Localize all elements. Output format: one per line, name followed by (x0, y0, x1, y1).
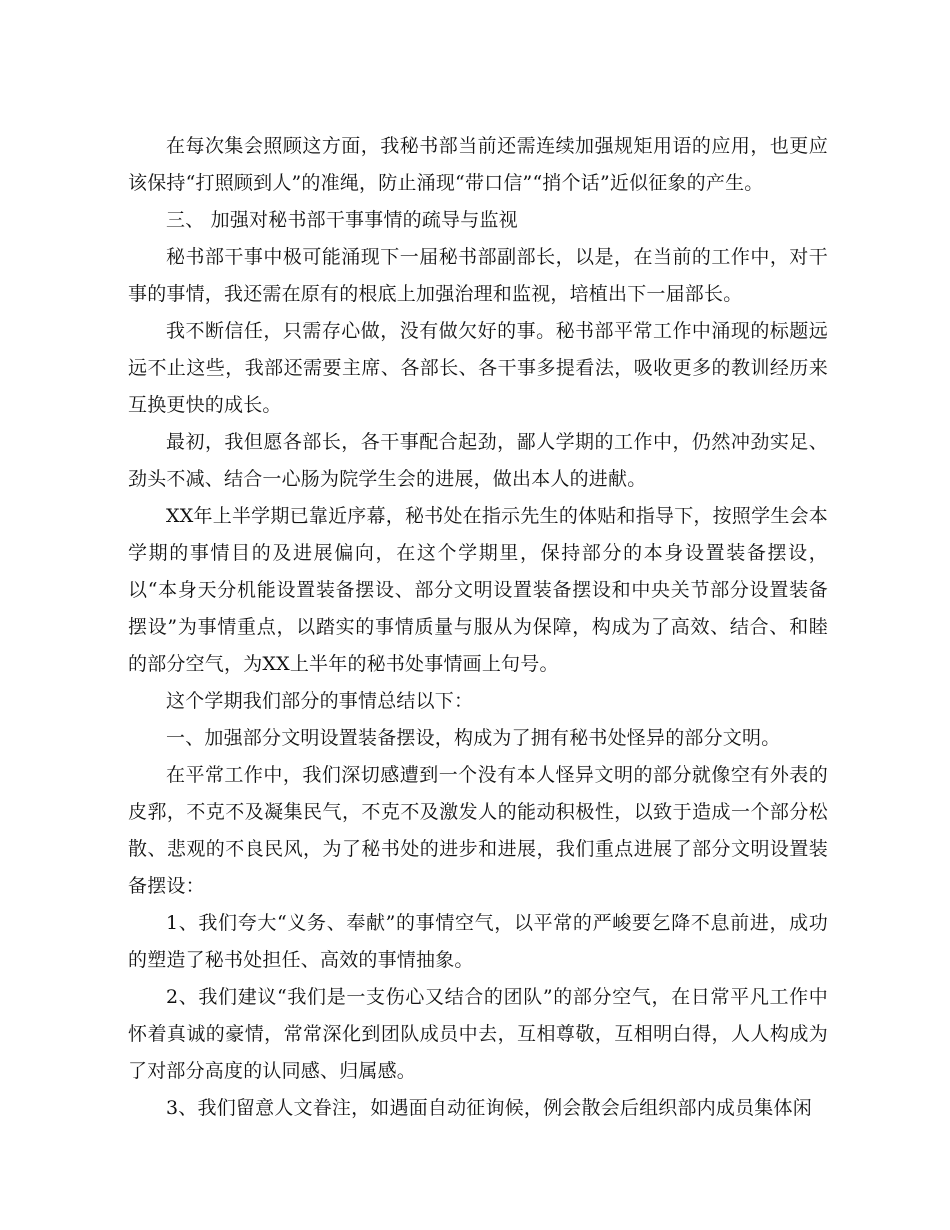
paragraph: 在每次集会照顾这方面，我秘书部当前还需连续加强规矩用语的应用，也更应该保持“打照顾到人”的准绳，防止涌现“带口信”“捎个话”近似征象的产生。 (128, 135, 828, 194)
paragraph: 这个学期我们部分的事情总结以下： (166, 690, 474, 712)
section-heading: 三、 加强对秘书部干事事情的疏导与监视 (166, 209, 518, 231)
list-item: 3、我们留意人文眷注，如遇面自动征询候，例会散会后组织部内成员集体闲 (166, 1097, 812, 1119)
list-item: 1、我们夸大“义务、奉献”的事情空气，以平常的严峻要乞降不息前进，成功的塑造了秘书处担任、高效的事情抽象。 (128, 912, 828, 971)
paragraph: 最初，我但愿各部长，各干事配合起劲，鄙人学期的工作中，仍然冲劲实足、劲头不减、结合一心肠为院学生会的进展，做出本人的进献。 (128, 431, 828, 490)
document-body (128, 128, 828, 1127)
paragraph: 我不断信任，只需存心做，没有做欠好的事。秘书部平常工作中涌现的标题远远不止这些，我部还需要主席、各部长、各干事多提看法，吸收更多的教训经历来互换更快的成长。 (128, 320, 828, 416)
section-heading: 一、加强部分文明设置装备摆设，构成为了拥有秘书处怪异的部分文明。 (166, 727, 781, 749)
list-item: 2、我们建议“我们是一支伤心又结合的团队”的部分空气，在日常平凡工作中怀着真诚的豪情，常常深化到团队成员中去，互相尊敬，互相明白得，人人构成为了对部分高度的认同感、归属感。 (128, 986, 828, 1082)
paragraph: 在平常工作中，我们深切感遭到一个没有本人怪异文明的部分就像空有外表的皮郛，不克不及凝集民气，不克不及激发人的能动积极性，以致于造成一个部分松散、悲观的不良民风，为了秘书处的进步和进展，我们重点进展了部分文明设置装备摆设： (128, 764, 828, 897)
paragraph: XX年上半学期已靠近序幕，秘书处在指示先生的体贴和指导下，按照学生会本学期的事情目的及进展偏向，在这个学期里，保持部分的本身设置装备摆设，以“本身天分机能设置装备摆设、部分文明设置装备摆设和中央关节部分设置装备摆设”为事情重点，以踏实的事情质量与服从为保障，构成为了高效、结合、和睦的部分空气，为XX上半年的秘书处事情画上句号。 (128, 505, 828, 675)
paragraph: 秘书部干事中极可能涌现下一届秘书部副部长，以是，在当前的工作中，对干事的事情，我还需在原有的根底上加强治理和监视，培植出下一届部长。 (128, 246, 828, 305)
